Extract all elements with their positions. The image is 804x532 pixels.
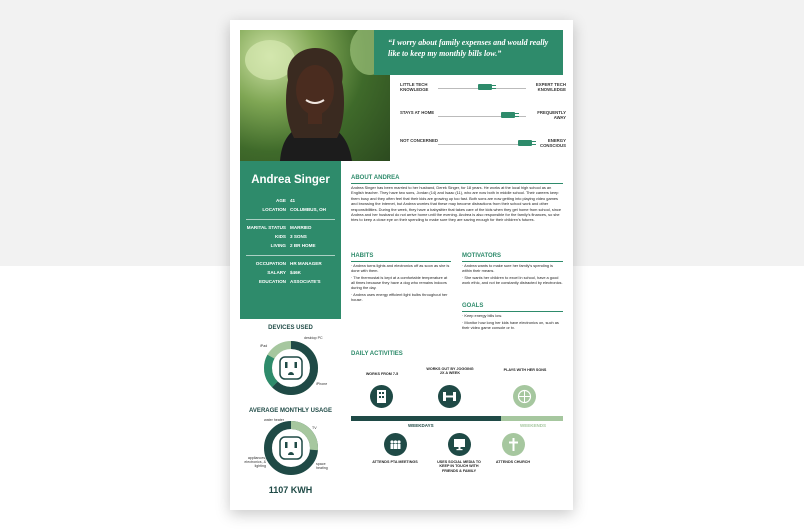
stat-kids [240, 234, 341, 243]
profile-panel [240, 161, 341, 319]
persona-photo [240, 30, 390, 161]
activity-label: PLAYS WITH HER SONS [503, 368, 547, 372]
motivators-heading: MOTIVATORS [462, 253, 501, 259]
stat-key: SALARY [267, 270, 286, 275]
devices-donut [263, 340, 319, 396]
divider [246, 255, 335, 256]
stat-value: 41 [290, 198, 296, 203]
activity-label: ATTENDS CHURCH [495, 460, 531, 464]
stat-value: $46K [290, 270, 301, 275]
list-item: · Andrea wants to make sure her family's spending is within their means. [462, 263, 553, 273]
label-space-heating: space heating [316, 462, 328, 470]
section-rule [351, 183, 563, 184]
section-rule [462, 261, 563, 262]
label-water-heater: water heater [264, 418, 284, 422]
label-iphone: iPhone [316, 382, 328, 386]
weekends-label: WEEKENDS [520, 423, 547, 428]
stat-key: EDUCATION [259, 279, 286, 284]
stat-value: 2 BR HOME [290, 243, 316, 248]
activity-label: ATTENDS PTA MEETINGS [372, 460, 418, 464]
plug-icon [478, 84, 492, 90]
stat-value: COLUMBUS, OH [290, 207, 326, 212]
stat-age [240, 198, 341, 207]
slider-right-label: EXPERT TECH KNOWLEDGE [535, 82, 566, 92]
profile-stats [240, 198, 341, 288]
weekdays-label: WEEKDAYS [408, 423, 434, 428]
stat-education [240, 279, 341, 288]
stat-key: MARITAL STATUS [246, 225, 286, 230]
persona-name: Andrea Singer [251, 174, 330, 186]
stat-key: AGE [276, 198, 286, 203]
slider-left-label: NOT CONCERNED [400, 138, 438, 143]
stat-occupation [240, 261, 341, 270]
goals-heading: GOALS [462, 303, 484, 309]
slider-left-label: STAYS AT HOME [400, 110, 435, 115]
stat-value: 3 SONS [290, 234, 307, 239]
list-item: · The thermostat is kept at a comfortable temperature at all times because they have a dog who remains indoors during the day. [351, 275, 448, 290]
persona-quote: “I worry about family expenses and would really like to keep my monthly bills low.” [374, 30, 563, 75]
plug-icon [518, 140, 532, 146]
usage-title: AVERAGE MONTHLY USAGE [249, 408, 332, 414]
weekends-bar [501, 416, 563, 421]
label-tv: TV [312, 426, 317, 430]
usage-donut [263, 420, 319, 476]
label-ipad: iPad [260, 344, 268, 348]
monitor-icon [448, 433, 471, 456]
goals-list [462, 313, 563, 332]
slider-left-label: LITTLE TECH KNOWLEDGE [400, 82, 429, 92]
list-item: · Andrea uses energy efficient light bulbs throughout her house. [351, 292, 448, 302]
about-text: Andrea Singer has been married to her husband, Derek Singer, for 18 years. He works at the local high school as an English teacher. They have two sons, Jordan (14) and Isaac (11), who are now both in middle school. Their careers keep them busy and they often feel that their kids are growing up too fast. Both sons are now getting into playing video games and browsing the internet, but Andrea worries that these may become distractions from their school work and other responsibilities. During the week, they have a babysitter that takes care of the kids when they get home from school, since Andrea and her husband do not arrive home until the evening. Andrea is also responsible for the family's finances, so she tries to keep a close eye on their spending to make sure they are saving enough for their children's futures. [351, 185, 561, 223]
list-item: · Keep energy bills low. [462, 313, 503, 318]
usage-total: 1107 KWH [268, 485, 313, 495]
daily-heading: DAILY ACTIVITIES [351, 351, 403, 357]
stat-living [240, 243, 341, 252]
slider-track [438, 144, 526, 145]
stat-value: MARRIED [290, 225, 312, 230]
stat-salary [240, 270, 341, 279]
stat-key: KIDS [275, 234, 286, 239]
dumbbell-icon [438, 385, 461, 408]
activity-label: USES SOCIAL MEDIA TO KEEP IN TOUCH WITH FRIENDS & FAMILY [437, 460, 481, 473]
plug-icon [501, 112, 515, 118]
cross-icon [502, 433, 525, 456]
slider-home-away [396, 106, 566, 128]
people-icon [384, 433, 407, 456]
activity-label: WORKS FROM 7-5 [365, 372, 399, 376]
list-item: · Monitor how long her kids have electronics on, such as their video game console or tv. [462, 320, 559, 330]
list-item: · She wants her children to excel in school, have a good work ethic, and not be constantly distracted by electronics. [462, 275, 563, 285]
section-rule [462, 311, 563, 312]
section-rule [351, 261, 451, 262]
slider-right-label: ENERGY CONSCIOUS [539, 138, 566, 148]
stat-value: HR MANAGER [290, 261, 322, 266]
stat-value: ASSOCIATE'S [290, 279, 321, 284]
slider-right-label: FREQUENTLY AWAY [537, 110, 566, 120]
ball-icon [513, 385, 536, 408]
slider-tech-knowledge [396, 78, 566, 100]
stat-marital [240, 225, 341, 234]
activity-label: WORKS OUT BY JOGGING 2X A WEEK [426, 367, 474, 376]
stat-key: LIVING [270, 243, 286, 248]
building-icon [370, 385, 393, 408]
list-item: · Andrea turns lights and electronics off as soon as she is done with them. [351, 263, 450, 273]
stat-key: LOCATION [262, 207, 286, 212]
stat-key: OCCUPATION [255, 261, 286, 266]
label-desktop: desktop PC [304, 336, 323, 340]
slider-energy-concern [396, 134, 566, 156]
weekdays-bar [351, 416, 501, 421]
motivators-list [462, 263, 563, 287]
persona-sheet [230, 20, 573, 510]
habits-heading: HABITS [351, 253, 374, 259]
label-appliances: appliances, electronics, & lighting [244, 456, 266, 468]
habits-list [351, 263, 451, 304]
devices-title: DEVICES USED [268, 325, 313, 331]
about-heading: ABOUT ANDREA [351, 175, 400, 181]
divider [246, 219, 335, 220]
stat-location [240, 207, 341, 216]
